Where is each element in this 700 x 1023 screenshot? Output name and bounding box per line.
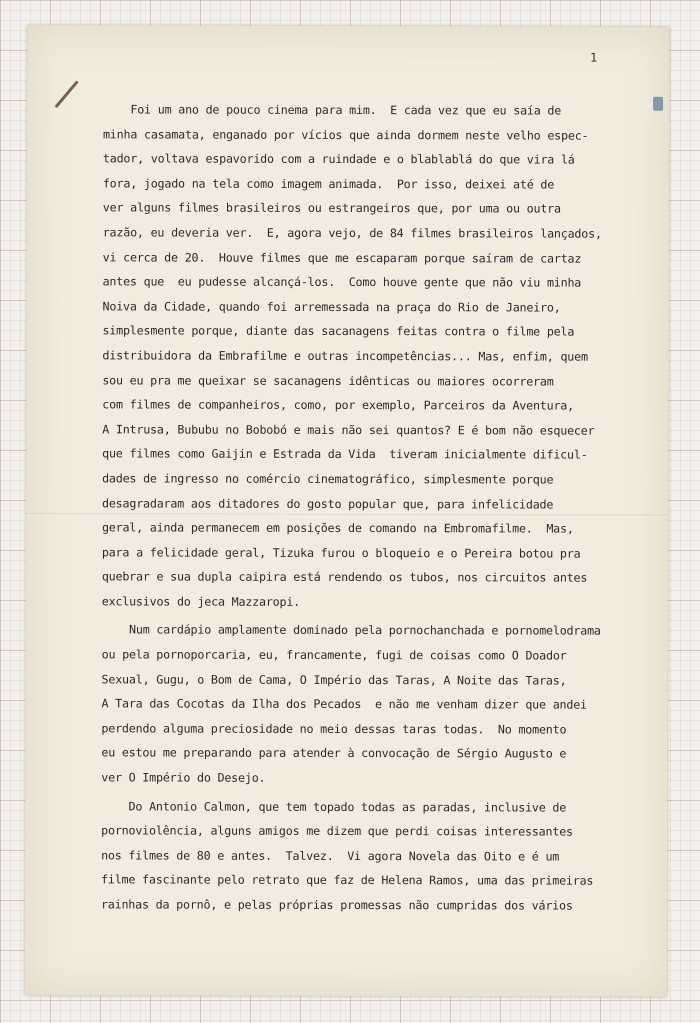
text-line: razão, eu deveria ver. E, agora vejo, de 84 filmes brasileiros lançados,	[102, 225, 602, 241]
body-text	[101, 97, 663, 918]
text-line: desagradaram aos ditadores do gosto popular que, para infelicidade	[102, 495, 554, 512]
text-line: simplesmente porque, diante das sacanagens feitas contra o filme pela	[102, 323, 575, 339]
text-line: Sexual, Gugu, o Bom de Cama, O Império das Taras, A Noite das Taras,	[101, 672, 567, 688]
text-line: Num cardápio amplamente dominado pela pornochanchada e pornomelodrama	[101, 622, 601, 639]
text-line: nos filmes de 80 e antes. Talvez. Vi agora Novela das Oito e é um	[101, 848, 560, 864]
text-line: Foi um ano de pouco cinema para mim. E cada vez que eu saía de	[103, 102, 562, 118]
text-line: Noiva da Cidade, quando foi arremessada na praça do Rio de Janeiro,	[102, 299, 561, 315]
text-line: ver alguns filmes brasileiros ou estrangeiros que, por uma ou outra	[102, 200, 561, 216]
text-line: pornoviolência, alguns amigos me dizem que perdi coisas interessantes	[101, 823, 573, 839]
text-line: filme fascinante pelo retrato que faz de Helena Ramos, uma das primeiras	[101, 872, 594, 889]
text-line: minha casamata, enganado por vícios que ainda dormem neste velho espec-	[102, 126, 589, 143]
text-line: quebrar e sua dupla caipira está rendendo os tubos, nos circuitos antes	[101, 569, 588, 585]
text-line: eu estou me preparando para atender à convocação de Sérgio Augusto e	[101, 745, 567, 762]
text-line: A Tara das Cocotas da Ilha dos Pecados e não me venham dizer que andei	[101, 696, 587, 712]
text-line: sou eu pra me queixar se sacanagens idênticas ou maiores ocorreram	[102, 372, 554, 389]
page-number: 1	[589, 50, 598, 65]
text-line: ou pela pornoporcaria, eu, francamente, fugi de coisas como O Doador	[101, 647, 567, 663]
text-line: geral, ainda permanecem em posições de comando na Embromafilme. Mas,	[101, 520, 574, 536]
typewritten-page	[25, 25, 670, 997]
text-line: tador, voltava espavorido com a ruindade e o blablablá do que vira lá	[102, 151, 575, 167]
text-line: que filmes como Gaijin e Estrada da Vida tiveram inicialmente dificul-	[102, 446, 588, 462]
text-line: vi cerca de 20. Houve filmes que me escaparam porque saíram de cartaz	[102, 249, 582, 266]
text-line: para a felicidade geral, Tizuka furou o bloqueio e o Pereira botou pra	[101, 545, 581, 561]
text-line: ver O Império do Desejo.	[101, 770, 266, 785]
text-line: exclusivos do jeca Mazzaropi.	[101, 594, 301, 609]
text-line: A Intrusa, Bububu no Bobobó e mais não sei quantos? E é bom não esquecer	[102, 422, 595, 438]
text-line: dades de ingresso no comércio cinematográfico, simplesmente porque	[102, 471, 554, 487]
text-line: fora, jogado na tela como imagem animada. Por isso, deixei até de	[102, 176, 555, 192]
text-line: com filmes de companheiros, como, por exemplo, Parceiros da Aventura,	[102, 397, 575, 413]
text-line: Do Antonio Calmon, que tem topado todas as paradas, inclusive de	[101, 798, 567, 815]
text-line: distribuidora da Embrafilme e outras incompetências... Mas, enfim, quem	[102, 348, 588, 364]
text-line: rainhas da pornô, e pelas próprias promessas não cumpridas dos vários	[100, 897, 573, 913]
pencil-mark	[54, 80, 78, 108]
text-line: antes que eu pudesse alcançá-los. Como houve gente que não viu minha	[102, 274, 582, 290]
text-line: perdendo alguma preciosidade no meio dessas taras todas. No momento	[101, 721, 567, 737]
